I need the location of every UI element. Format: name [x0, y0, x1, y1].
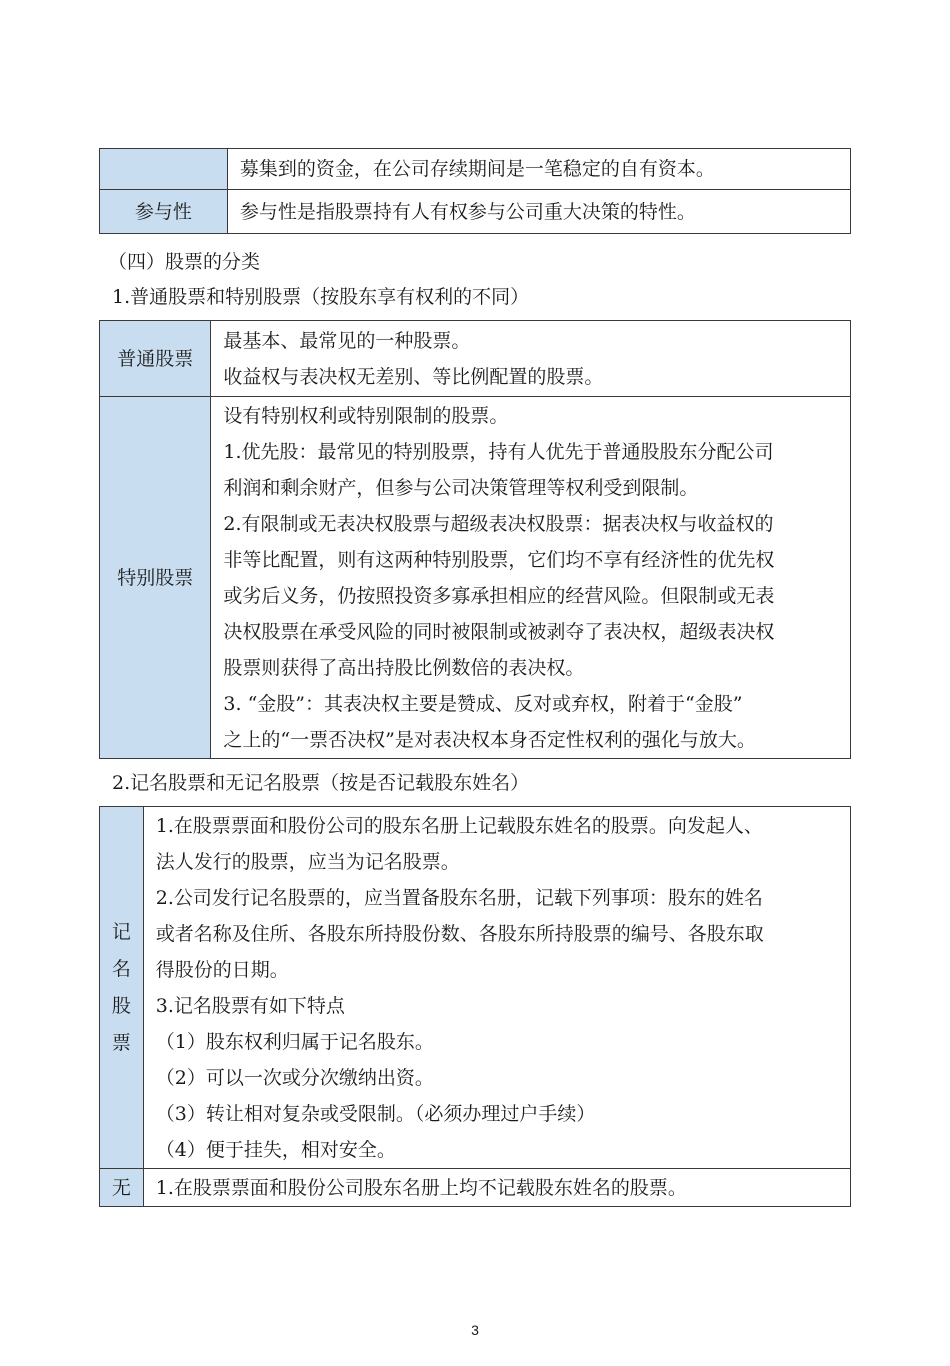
table-row [100, 149, 851, 190]
page-number: 3 [471, 1322, 479, 1338]
description-line: 或者名称及住所、各股东所持股份数、各股东所持股票的编号、各股东取 [155, 922, 764, 945]
description-line: （4）便于挂失，相对安全。 [155, 1138, 396, 1161]
table-row [100, 397, 851, 759]
description-line: 最基本、最常见的一种股票。 [223, 329, 471, 352]
description-line: （1）股东权利归属于记名股东。 [155, 1030, 434, 1053]
special-stock-description [211, 397, 851, 759]
table-row [100, 1169, 851, 1207]
bearer-stock-label: 无 [100, 1169, 144, 1207]
description-line: 2.公司发行记名股票的，应当置备股东名册，记载下列事项：股东的姓名 [155, 886, 763, 909]
participation-label: 参与性 [100, 190, 228, 234]
description-line: （2）可以一次或分次缴纳出资。 [155, 1066, 434, 1089]
table-row [100, 321, 851, 397]
description-line: 收益权与表决权无差别、等比例配置的股票。 [223, 365, 604, 388]
description-line: 2.有限制或无表决权股票与超级表决权股票：据表决权与收益权的 [223, 512, 774, 535]
participation-description: 参与性是指股票持有人有权参与公司重大决策的特性。 [227, 190, 850, 234]
section-heading: （四）股票的分类 [108, 251, 261, 273]
table-row [100, 807, 851, 1169]
label-char: 票 [111, 1031, 131, 1054]
label-char: 名 [111, 957, 131, 980]
description-line: 3.记名股票有如下特点 [155, 994, 345, 1017]
label-char: 记 [111, 920, 131, 943]
special-stock-label: 特别股票 [100, 397, 211, 759]
bearer-stock-description: 1.在股票票面和股份公司股东名册上均不记载股东姓名的股票。 [143, 1169, 850, 1207]
subheading-registered-bearer: 2.记名股票和无记名股票（按是否记载股东姓名） [112, 772, 530, 794]
description-line: 非等比配置，则有这两种特别股票，它们均不享有经济性的优先权 [223, 548, 775, 571]
subheading-common-special: 1.普通股票和特别股票（按股东享有权利的不同） [112, 286, 530, 308]
table-label-cell [100, 149, 228, 190]
registered-stock-description [143, 807, 850, 1169]
description-line: （3）转让相对复杂或受限制。（必须办理过户手续） [155, 1102, 596, 1125]
registered-stock-label [100, 807, 144, 1169]
common-stock-description [211, 321, 851, 397]
table-content-cell: 募集到的资金，在公司存续期间是一笔稳定的自有资本。 [227, 149, 850, 190]
table-row [100, 190, 851, 234]
description-line: 之上的“一票否决权”是对表决权本身否定性权利的强化与放大。 [223, 728, 756, 751]
common-special-stock-table [99, 320, 851, 759]
common-stock-label: 普通股票 [100, 321, 211, 397]
description-line: 得股份的日期。 [155, 958, 289, 981]
stock-features-table [99, 148, 851, 234]
description-line: 法人发行的股票，应当为记名股票。 [155, 850, 460, 873]
description-line: 3. “金股”：其表决权主要是赞成、反对或弃权，附着于“金股” [223, 692, 743, 715]
description-line: 股票则获得了高出持股比例数倍的表决权。 [223, 656, 585, 679]
description-line: 设有特别权利或特别限制的股票。 [223, 404, 509, 427]
description-line: 1.在股票票面和股份公司的股东名册上记载股东姓名的股票。向发起人、 [155, 814, 763, 837]
description-line: 1.优先股：最常见的特别股票，持有人优先于普通股股东分配公司 [223, 440, 774, 463]
description-line: 利润和剩余财产，但参与公司决策管理等权利受到限制。 [223, 476, 699, 499]
registered-bearer-stock-table [99, 806, 851, 1207]
description-line: 决权股票在承受风险的同时被限制或被剥夺了表决权，超级表决权 [223, 620, 775, 643]
label-char: 股 [111, 994, 131, 1017]
description-line: 或劣后义务，仍按照投资多寡承担相应的经营风险。但限制或无表 [223, 584, 775, 607]
